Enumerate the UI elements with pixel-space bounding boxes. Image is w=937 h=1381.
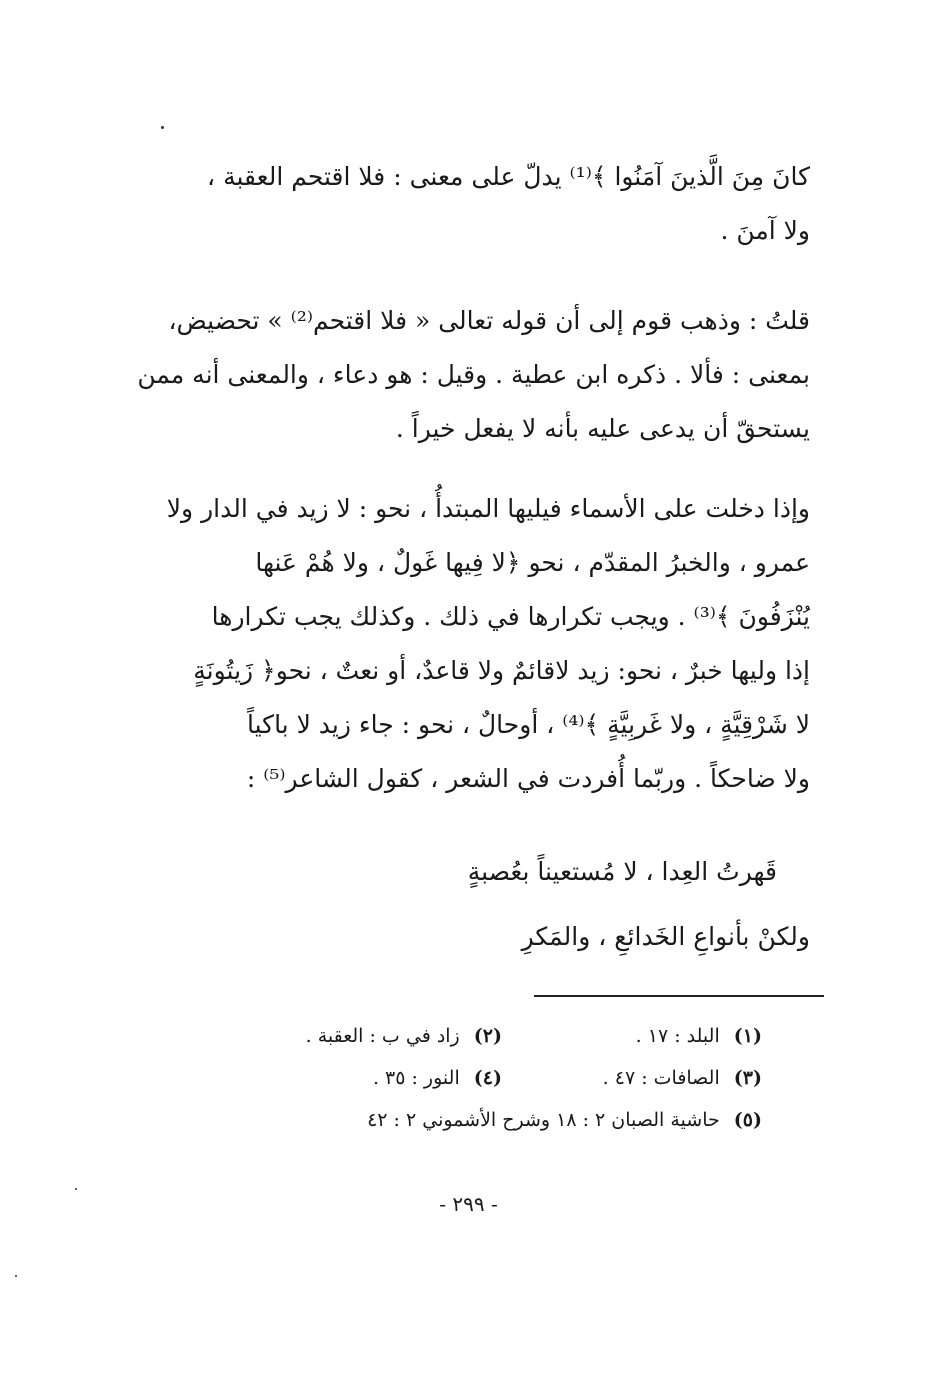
footnote-number: (٥) (733, 1109, 762, 1131)
text-line: لا شَرْقِيَّةٍ ، ولا غَربِيَّةٍ ﴾⁽⁴⁾ ، أوحالٌ ، نحو : جاء زيد لا باكياً (247, 710, 810, 739)
text-line: بمعنى : فألا . ذكره ابن عطية . وقيل : هو دعاء ، والمعنى أنه ممن (137, 360, 810, 389)
footnote-row (242, 1099, 762, 1141)
paragraph-1 (120, 150, 810, 258)
footnote-1 (502, 1015, 762, 1057)
footnote-text: حاشية الصبان ٢ : ١٨ وشرح الأشموني ٢ : ٤٢ (367, 1109, 720, 1131)
text-line: ولا ضاحكاً . وربّما أُفردت في الشعر ، كقول الشاعر⁽⁵⁾ : (246, 764, 810, 793)
paragraph-3 (120, 482, 810, 806)
footnote-4 (242, 1057, 502, 1099)
text-line: كانَ مِنَ الَّذينَ آمَنُوا ﴾⁽¹⁾ يدلّ على معنى : فلا اقتحم العقبة ، (207, 162, 810, 191)
text-line: عمرو ، والخبرُ المقدّم ، نحو ﴿لا فِيها غَولٌ ، ولا هُمْ عَنها (255, 548, 810, 577)
footnote-3 (502, 1057, 762, 1099)
footnote-row (242, 1015, 762, 1057)
footnote-text: زاد في ب : العقبة . (305, 1025, 460, 1047)
print-speck (15, 1275, 17, 1277)
poem-verse-first-hemistich: قَهرتُ العِدا ، لا مُستعيناً بعُصبةٍ (467, 857, 777, 886)
footnote-5 (367, 1099, 762, 1141)
footnote-number: (٣) (733, 1067, 762, 1089)
footnote-2 (242, 1015, 502, 1057)
footnote-number: (٢) (473, 1025, 502, 1047)
text-line: وإذا دخلت على الأسماء فيليها المبتدأُ ، نحو : لا زيد في الدار ولا (166, 494, 810, 523)
footnote-text: الصافات : ٤٧ . (602, 1067, 720, 1089)
print-speck (161, 126, 164, 129)
page-number: - ٢٩٩ - (439, 1192, 498, 1216)
footnote-text: البلد : ١٧ . (635, 1025, 720, 1047)
poem-verse-second-hemistich: ولكنْ بأنواعِ الخَدائعِ ، والمَكرِ (521, 922, 810, 951)
text-line: يُنْزَفُونَ ﴾⁽³⁾ . ويجب تكرارها في ذلك . وكذلك يجب تكرارها (211, 602, 810, 631)
footnote-row (242, 1057, 762, 1099)
text-line: يستحقّ أن يدعى عليه بأنه لا يفعل خيراً . (395, 414, 810, 443)
footnote-text: النور : ٣٥ . (372, 1067, 460, 1089)
footnote-number: (٤) (473, 1067, 502, 1089)
text-line: ولا آمنَ . (720, 216, 810, 245)
print-speck (75, 1188, 77, 1190)
footnote-divider (534, 995, 824, 997)
footnotes (242, 1015, 762, 1141)
footnote-number: (١) (733, 1025, 762, 1047)
text-line: قلتُ : وذهب قوم إلى أن قوله تعالى « فلا اقتحم⁽²⁾ » تحضيض، (168, 306, 810, 335)
text-line: إذا وليها خبرٌ ، نحو: زيد لاقائمٌ ولا قاعدٌ، أو نعتٌ ، نحو﴿ زَيتُونَةٍ (193, 656, 810, 685)
paragraph-2 (120, 294, 810, 456)
